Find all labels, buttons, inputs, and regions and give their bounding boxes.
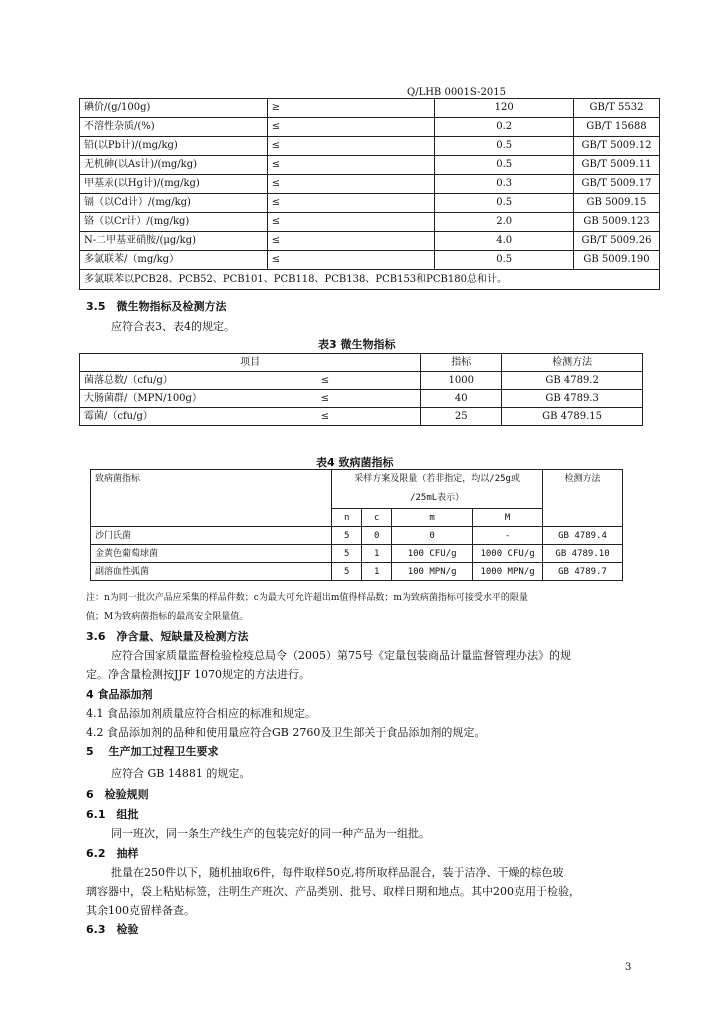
section-3-5-title: 3.5 微生物指标及检测方法	[86, 300, 227, 313]
table4-caption: 表4 致病菌指标	[316, 456, 394, 469]
indicator-table-cell: GB/T 5009.26	[573, 232, 659, 251]
indicator-table-cell: ≤	[267, 118, 435, 137]
indicator-table-cell: GB/T 15688	[573, 118, 659, 137]
indicator-table-cell: N-二甲基亚硝胺/(μg/kg)	[80, 232, 268, 251]
table4-cell: 金黄色葡萄球菌	[91, 545, 332, 563]
table4-header-name: 致病菌指标	[91, 470, 332, 527]
indicator-table-cell: 0.2	[435, 118, 574, 137]
section-4-2: 4.2 食品添加剂的品种和使用量应符合GB 2760及卫生部关于食品添加剂的规定。	[86, 726, 486, 739]
table4-sub-m: m	[392, 509, 473, 527]
table4-header-plan: 采样方案及限量（若非指定，均以/25g或 /25mL表示）	[332, 470, 543, 509]
section-6-2-line1: 批量在250件以下，随机抽取6件，每件取样50克,将所取样品混合，装于洁净、干燥的棕色玻	[111, 866, 564, 879]
section-6-3-title: 6.3 检验	[86, 923, 139, 936]
table3	[79, 353, 643, 426]
indicator-table-cell: 碘价/(g/100g)	[80, 99, 268, 118]
table4-cell: 1	[362, 545, 392, 563]
table4-sub-n: n	[332, 509, 362, 527]
table3-method: GB 4789.15	[502, 408, 643, 426]
table4-cell: 5	[332, 563, 362, 581]
section-5-title: 5 生产加工过程卫生要求	[86, 745, 219, 758]
table3-header-method: 检测方法	[502, 354, 643, 372]
table3-header-item: 项目	[80, 354, 421, 372]
table3-row	[80, 408, 643, 426]
indicator-table-cell: 无机砷(以As计)/(mg/kg)	[80, 156, 268, 175]
indicator-table-row	[80, 118, 660, 137]
section-6-title: 6 检验规则	[86, 788, 149, 801]
indicator-table-cell: GB/T 5009.17	[573, 175, 659, 194]
indicator-table-cell: GB/T 5009.12	[573, 137, 659, 156]
section-6-2-title: 6.2 抽样	[86, 847, 139, 860]
indicator-table-row	[80, 156, 660, 175]
table3-comparator: ≤	[229, 408, 420, 426]
indicator-table-cell: ≤	[267, 137, 435, 156]
indicator-table-cell: GB 5009.123	[573, 213, 659, 232]
indicator-table	[79, 98, 660, 290]
indicator-table-row	[80, 137, 660, 156]
indicator-table-cell: 0.5	[435, 156, 574, 175]
indicator-table-cell: GB 5009.190	[573, 251, 659, 270]
table3-limit: 1000	[421, 372, 502, 390]
table4-note-line1: 注：n为同一批次产品应采集的样品件数；c为最大可允许超出m值得样品数；m为致病菌指标可接受水平的限量	[86, 593, 528, 603]
indicator-table-cell: 0.5	[435, 251, 574, 270]
section-6-2-line3: 其余100克留样备查。	[86, 904, 195, 917]
section-3-6-line1: 应符合国家质量监督检验检疫总局令（2005）第75号《定量包装商品计量监督管理办法》的规	[111, 649, 571, 662]
indicator-table-cell: ≤	[267, 232, 435, 251]
indicator-table-cell: ≤	[267, 213, 435, 232]
table4-cell: 1	[362, 563, 392, 581]
doc-code: Q/LHB 0001S-2015	[407, 87, 506, 98]
table3-header-limit: 指标	[421, 354, 502, 372]
table4-sub-c: c	[362, 509, 392, 527]
table4-row	[91, 563, 623, 581]
indicator-table-cell: 镉（以Cd计）/(mg/kg)	[80, 194, 268, 213]
table4-cell: 100 MPN/g	[392, 563, 473, 581]
table4-sub-M: M	[473, 509, 543, 527]
table4-row	[91, 545, 623, 563]
table3-comparator: ≤	[229, 372, 420, 390]
table4-cell: 5	[332, 545, 362, 563]
indicator-table-cell: 多氯联苯/（mg/kg）	[80, 251, 268, 270]
indicator-table-cell: 不溶性杂质/(%)	[80, 118, 268, 137]
table4-cell: -	[473, 527, 543, 545]
table4-cell: 沙门氏菌	[91, 527, 332, 545]
table-footnote: 多氯联苯以PCB28、PCB52、PCB101、PCB118、PCB138、PCB153和PCB180总和计。	[80, 270, 660, 290]
indicator-table-cell: 120	[435, 99, 574, 118]
page-number: 3	[625, 962, 632, 973]
indicator-table-cell: 2.0	[435, 213, 574, 232]
table3-method: GB 4789.2	[502, 372, 643, 390]
table3-limit: 40	[421, 390, 502, 408]
table4-row	[91, 527, 623, 545]
table4-cell: 1000 MPN/g	[473, 563, 543, 581]
indicator-table-cell: ≤	[267, 175, 435, 194]
table4-cell: 0	[392, 527, 473, 545]
indicator-table-cell: ≤	[267, 251, 435, 270]
indicator-table-cell: ≤	[267, 156, 435, 175]
table4-cell: 5	[332, 527, 362, 545]
table4-cell: 1000 CFU/g	[473, 545, 543, 563]
table4-cell: 0	[362, 527, 392, 545]
table3-item: 菌落总数/（cfu/g）	[80, 372, 230, 390]
section-6-1-text: 同一班次，同一条生产线生产的包装完好的同一种产品为一组批。	[111, 827, 430, 840]
indicator-table-cell: 铅(以Pb计)/(mg/kg)	[80, 137, 268, 156]
table4-cell: GB 4789.4	[543, 527, 623, 545]
table3-caption: 表3 微生物指标	[318, 338, 396, 351]
table3-row	[80, 390, 643, 408]
indicator-table-row	[80, 251, 660, 270]
section-6-1-title: 6.1 组批	[86, 808, 139, 821]
table4-cell: 100 CFU/g	[392, 545, 473, 563]
indicator-table-cell: 0.3	[435, 175, 574, 194]
table4	[90, 469, 623, 581]
table4-cell: GB 4789.10	[543, 545, 623, 563]
table3-item: 霉菌/（cfu/g）	[80, 408, 230, 426]
section-4-1: 4.1 食品添加剂质量应符合相应的标准和规定。	[86, 707, 316, 720]
table4-cell: GB 4789.7	[543, 563, 623, 581]
table3-method: GB 4789.3	[502, 390, 643, 408]
indicator-table-cell: 0.5	[435, 194, 574, 213]
section-6-2-line2: 璃容器中，袋上粘贴标签，注明生产班次、产品类别、批号、取样日期和地点。其中200克用于检验，	[86, 885, 580, 898]
table3-item: 大肠菌群/（MPN/100g）	[80, 390, 230, 408]
table4-header-method: 检测方法	[543, 470, 623, 527]
indicator-table-cell: GB/T 5532	[573, 99, 659, 118]
indicator-table-cell: 0.5	[435, 137, 574, 156]
section-3-6-line2: 定。净含量检测按JJF 1070规定的方法进行。	[86, 668, 310, 681]
table3-comparator: ≤	[229, 390, 420, 408]
section-5-text: 应符合 GB 14881 的规定。	[111, 767, 251, 780]
indicator-table-row	[80, 194, 660, 213]
indicator-table-row	[80, 232, 660, 251]
table4-cell: 副溶血性弧菌	[91, 563, 332, 581]
indicator-table-cell: 铬（以Cr计）/(mg/kg)	[80, 213, 268, 232]
indicator-table-cell: ≤	[267, 194, 435, 213]
table4-note-line2: 值；M为致病菌指标的最高安全限量值。	[86, 612, 249, 622]
indicator-table-row	[80, 99, 660, 118]
indicator-table-cell: GB 5009.15	[573, 194, 659, 213]
section-3-5-text: 应符合表3、表4的规定。	[111, 320, 235, 333]
indicator-table-row	[80, 213, 660, 232]
indicator-table-cell: 甲基汞(以Hg计)/(mg/kg)	[80, 175, 268, 194]
indicator-table-cell: ≥	[267, 99, 435, 118]
section-3-6-title: 3.6 净含量、短缺量及检测方法	[86, 630, 249, 643]
indicator-table-row	[80, 175, 660, 194]
indicator-table-cell: 4.0	[435, 232, 574, 251]
table3-limit: 25	[421, 408, 502, 426]
section-4-title: 4 食品添加剂	[86, 688, 153, 701]
indicator-table-cell: GB/T 5009.11	[573, 156, 659, 175]
table3-row	[80, 372, 643, 390]
